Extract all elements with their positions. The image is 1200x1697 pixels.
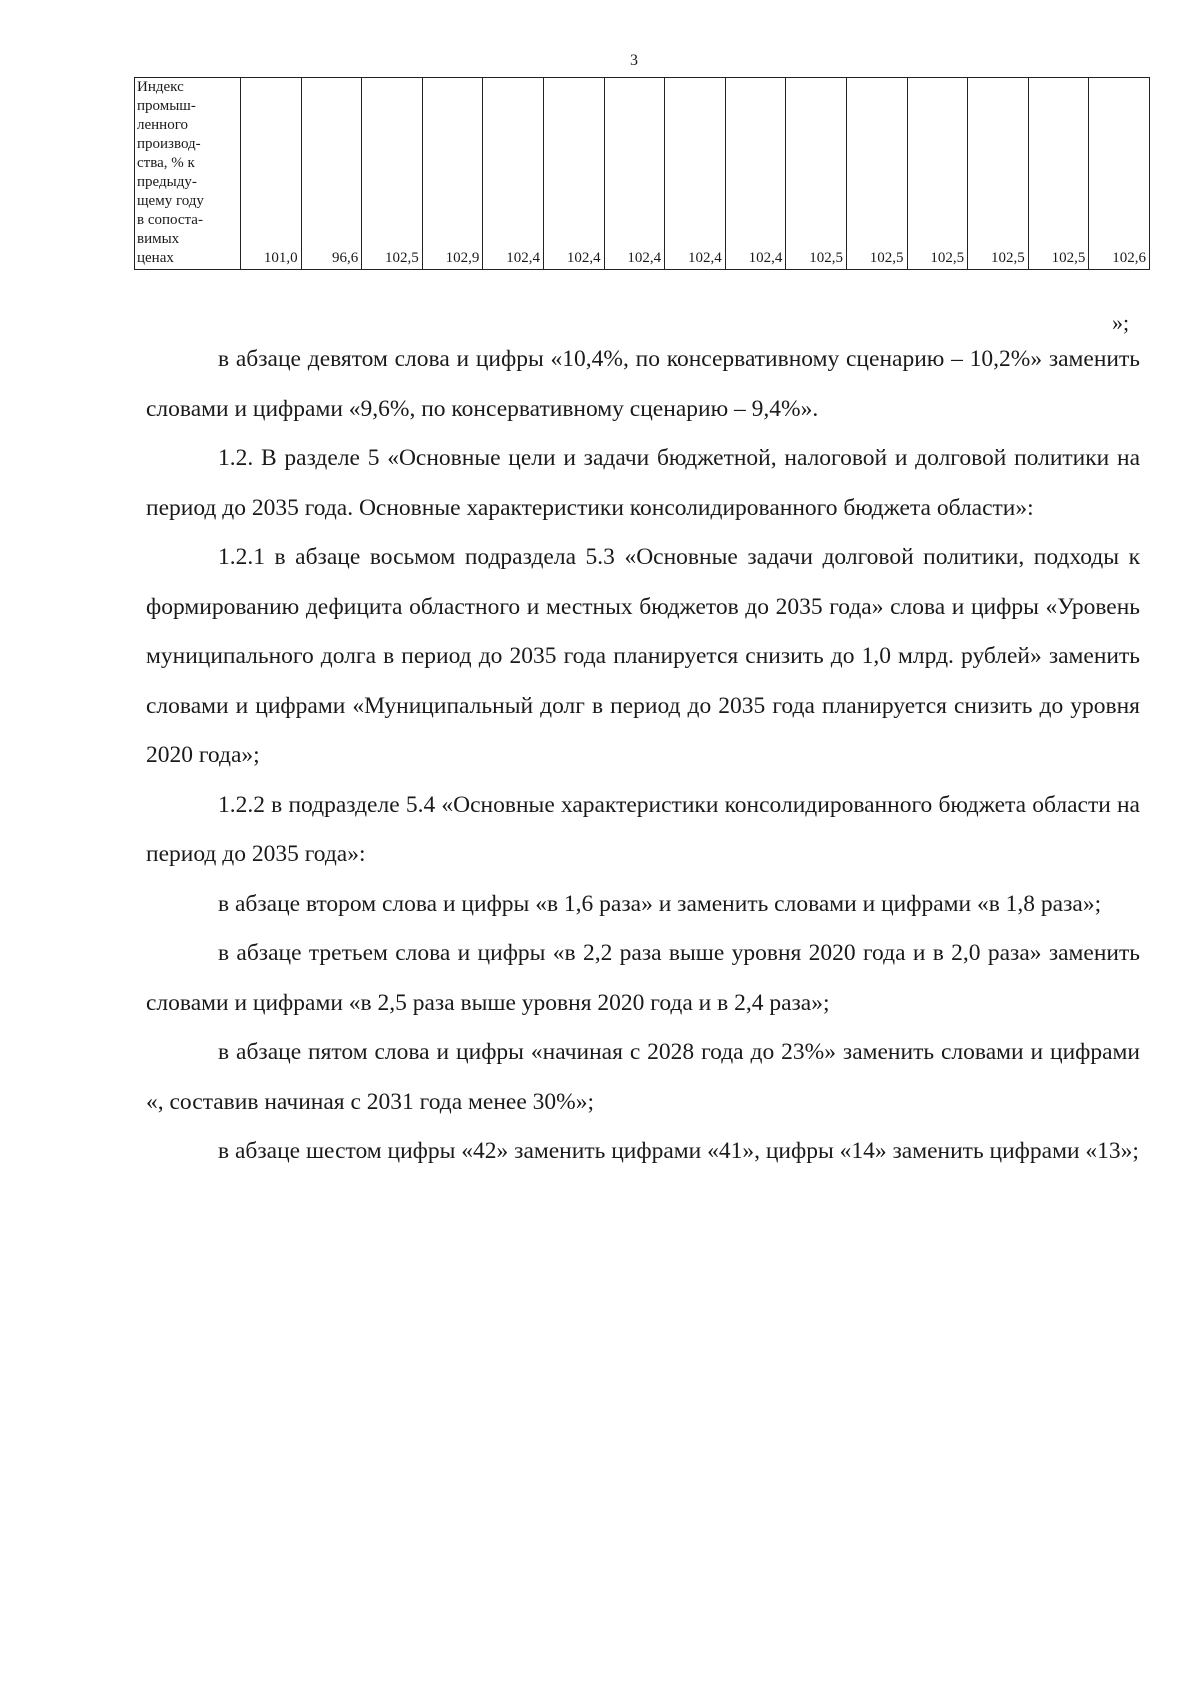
paragraph: 1.2.1 в абзаце восьмом подраздела 5.3 «Основные задачи долговой политики, подходы к формированию дефицита областного и местных бюджетов до 2035 года» слова и цифры «Уровень муниципального долга в период до 2035 года планируется снизить до 1,0 млрд. рублей» заменить словами и цифрами «Муниципальный долг в период до 2035 года планируется снизить до уровня 2020 года»;: [146, 544, 1140, 768]
row-label-line: ленного: [137, 117, 188, 133]
paragraph: 1.2.2 в подразделе 5.4 «Основные характеристики консолидированного бюджета области на период до 2035 года»:: [146, 791, 1140, 867]
value-cell: 102,4: [665, 78, 726, 270]
document-body: [146, 335, 1140, 1177]
closing-quote: »;: [1112, 310, 1130, 335]
value-cell: 102,5: [1028, 78, 1089, 270]
value-cell: 102,5: [907, 78, 968, 270]
page-number: 3: [630, 52, 638, 69]
table-row: [135, 78, 1150, 270]
row-label-line: в сопоста-: [137, 212, 203, 228]
industrial-index-table: [134, 77, 1150, 270]
value-cell: 101,0: [241, 78, 302, 270]
paragraph: в абзаце девятом слова и цифры «10,4%, по консервативному сценарию – 10,2%» заменить словами и цифрами «9,6%, по консервативному сценарию – 9,4%».: [146, 346, 1140, 422]
row-label-line: предыду-: [137, 174, 197, 190]
row-label-cell: [135, 78, 241, 270]
value-cell: 102,5: [846, 78, 907, 270]
paragraph: в абзаце третьем слова и цифры «в 2,2 раза выше уровня 2020 года и в 2,0 раза» заменить словами и цифрами «в 2,5 раза выше уровня 2020 года и в 2,4 раза»;: [146, 940, 1140, 1016]
value-cell: 102,6: [1089, 78, 1150, 270]
value-cell: 102,4: [483, 78, 544, 270]
value-cell: 102,5: [362, 78, 423, 270]
value-cell: 102,9: [422, 78, 483, 270]
value-cell: 102,4: [725, 78, 786, 270]
row-label-line: вимых: [137, 231, 180, 247]
value-cell: 102,4: [604, 78, 665, 270]
row-label-line: производ-: [137, 136, 201, 152]
value-cell: 102,5: [786, 78, 847, 270]
row-label-line: ства, % к: [137, 155, 195, 171]
paragraph: в абзаце втором слова и цифры «в 1,6 раза» и заменить словами и цифрами «в 1,8 раза»;: [218, 890, 1102, 917]
row-label-line: ценах: [137, 250, 174, 266]
value-cell: 102,4: [543, 78, 604, 270]
paragraph: в абзаце пятом слова и цифры «начиная с 2028 года до 23%» заменить словами и цифрами «, составив начиная с 2031 года менее 30%»;: [146, 1039, 1140, 1115]
value-cell: 96,6: [301, 78, 362, 270]
paragraph: 1.2. В разделе 5 «Основные цели и задачи бюджетной, налоговой и долговой политики на период до 2035 года. Основные характеристики консолидированного бюджета области»:: [146, 445, 1140, 521]
value-cell: 102,5: [968, 78, 1029, 270]
row-label-line: промыш-: [137, 98, 196, 114]
paragraph: в абзаце шестом цифры «42» заменить цифрами «41», цифры «14» заменить цифрами «13»;: [218, 1138, 1139, 1164]
row-label-line: щему году: [137, 193, 204, 209]
row-label-line: Индекс: [137, 79, 184, 95]
